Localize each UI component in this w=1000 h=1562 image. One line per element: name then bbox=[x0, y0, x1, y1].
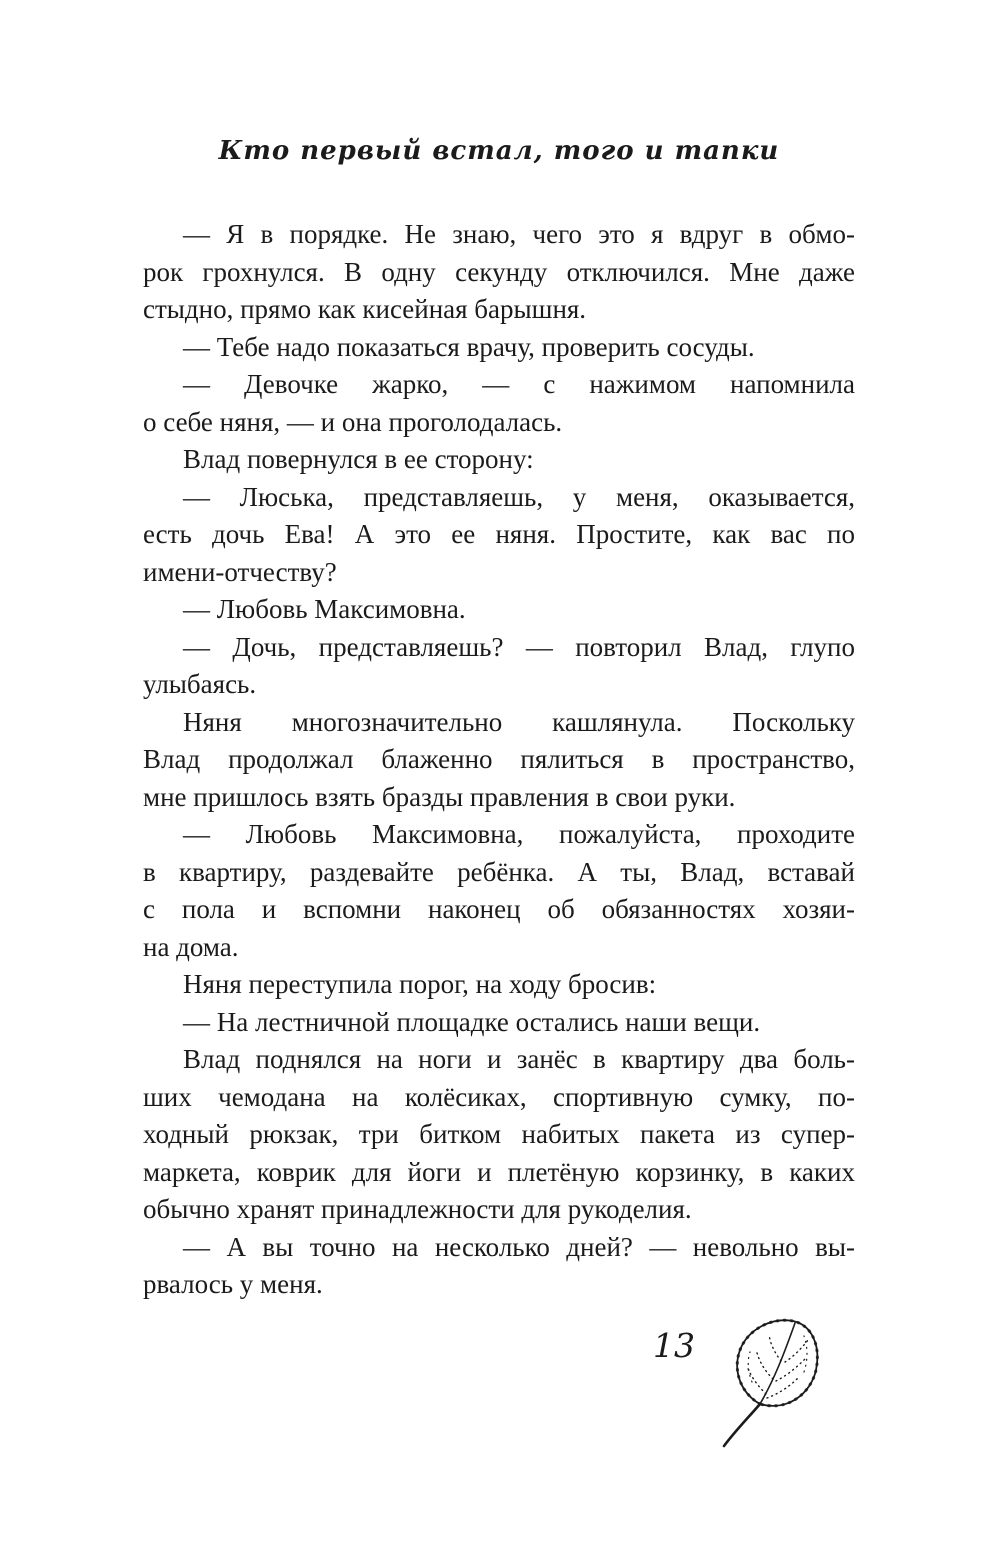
text-line: — А вы точно на несколько дней? — невольно вы- bbox=[183, 1231, 855, 1262]
text-line: имени-отчеству? bbox=[143, 556, 337, 587]
paragraph bbox=[143, 366, 855, 441]
text-line: есть дочь Ева! А это ее няня. Простите, как вас по bbox=[143, 519, 855, 549]
body-text bbox=[143, 216, 855, 1304]
paragraph bbox=[143, 629, 855, 704]
paragraph bbox=[143, 966, 855, 1004]
text-line: ших чемодана на колёсиках, спортивную сумку, по- bbox=[143, 1081, 855, 1112]
text-line: стыдно, прямо как кисейная барышня. bbox=[143, 294, 587, 324]
text-line: — Девочке жарко, — с нажимом напомнила bbox=[183, 369, 855, 399]
text-line: о себе няня, — и она проголодалась. bbox=[143, 406, 563, 437]
paragraph bbox=[143, 704, 855, 817]
paragraph bbox=[143, 1229, 855, 1304]
text-line: — Тебе надо показаться врачу, проверить сосуды. bbox=[183, 331, 755, 362]
text-line: обычно хранят принадлежности для рукоделия. bbox=[143, 1194, 692, 1224]
paragraph bbox=[143, 329, 855, 367]
paragraph bbox=[143, 1041, 855, 1229]
text-line: Влад продолжал блаженно пялиться в пространство, bbox=[143, 744, 855, 774]
text-line: рвалось у меня. bbox=[143, 1269, 323, 1299]
text-line: маркета, коврик для йоги и плетёную корзинку, в каких bbox=[143, 1156, 855, 1187]
text-line: — Любовь Максимовна, пожалуйста, проходите bbox=[183, 819, 855, 849]
leaf-icon bbox=[716, 1316, 828, 1450]
text-line: — Любовь Максимовна. bbox=[183, 594, 466, 624]
text-line: — На лестничной площадке остались наши вещи. bbox=[183, 1006, 761, 1037]
text-line: рок грохнулся. В одну секунду отключился. Мне даже bbox=[143, 256, 855, 287]
text-line: — Люська, представляешь, у меня, оказывается, bbox=[183, 481, 855, 512]
paragraph bbox=[143, 816, 855, 966]
paragraph bbox=[143, 479, 855, 592]
text-line: улыбаясь. bbox=[143, 669, 257, 699]
text-line: в квартиру, раздевайте ребёнка. А ты, Влад, вставай bbox=[143, 856, 855, 887]
text-line: с пола и вспомни наконец об обязанностях хозяи- bbox=[143, 894, 855, 924]
text-line: Няня многозначительно кашлянула. Поскольку bbox=[183, 706, 855, 737]
paragraph bbox=[143, 216, 855, 329]
text-line: Влад поднялся на ноги и занёс в квартиру два боль- bbox=[183, 1044, 855, 1074]
paragraph bbox=[143, 441, 855, 479]
chapter-header: Кто первый встал, того и тапки bbox=[218, 136, 780, 166]
text-line: мне пришлось взять бразды правления в свои руки. bbox=[143, 781, 736, 812]
text-line: — Я в порядке. Не знаю, чего это я вдруг в обмо- bbox=[183, 219, 855, 249]
text-line: Няня переступила порог, на ходу бросив: bbox=[183, 969, 657, 999]
paragraph bbox=[143, 1004, 855, 1042]
page-number: 13 bbox=[653, 1326, 695, 1365]
paragraph bbox=[143, 591, 855, 629]
text-line: ходный рюкзак, три битком набитых пакета из супер- bbox=[143, 1119, 855, 1149]
text-line: на дома. bbox=[143, 931, 239, 962]
text-line: — Дочь, представляешь? — повторил Влад, глупо bbox=[183, 631, 855, 662]
text-line: Влад повернулся в ее сторону: bbox=[183, 444, 534, 474]
